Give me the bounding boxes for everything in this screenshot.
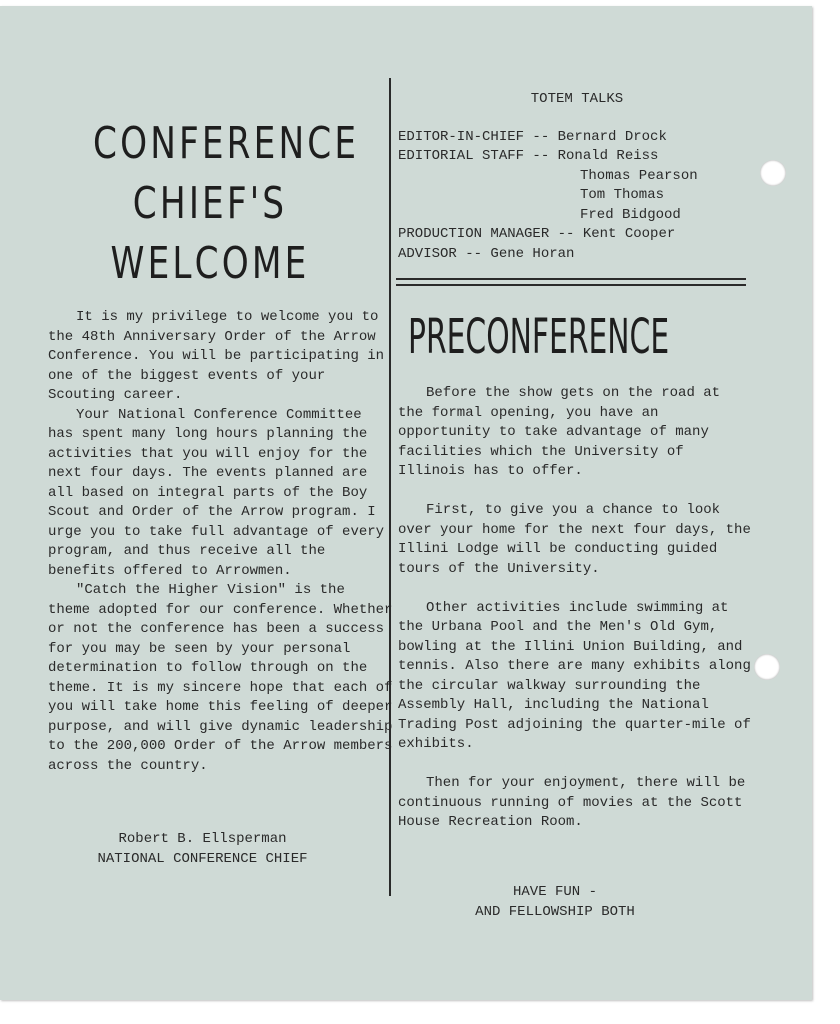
staff-line: Tom Thomas	[580, 187, 665, 203]
welcome-heading-line: WELCOME	[110, 238, 310, 289]
signature-name: Robert B. Ellsperman	[118, 831, 287, 847]
staff-line: PRODUCTION MANAGER -- Kent Cooper	[398, 226, 676, 242]
preconference-paragraph: Before the show gets on the road at the formal opening, you have an opportunity to take advantage of many facilities which the University of Illinois has to offer.	[398, 385, 721, 479]
welcome-body	[48, 308, 393, 776]
welcome-paragraph: Your National Conference Committee has spent many long hours planning the activities that you will enjoy for the next four days. The events planned are all based on integral parts of the Boy Scout and Order of the Arrow program. I urge you to take full advantage of every program, and thus receive all the benefits offered to Arrowmen.	[48, 406, 385, 579]
signoff-line: AND FELLOWSHIP BOTH	[475, 904, 635, 920]
staff-line: Fred Bidgood	[580, 206, 681, 223]
signature-block	[60, 829, 345, 869]
signature-title: NATIONAL CONFERENCE CHIEF	[97, 851, 308, 867]
staff-line: EDITORIAL STAFF -- Ronald Reiss	[398, 148, 659, 164]
preconference-paragraph: Then for your enjoyment, there will be continuous running of movies at the Scott House Recreation Room.	[398, 775, 746, 830]
staff-line: Thomas Pearson	[580, 167, 698, 184]
signoff	[430, 882, 680, 922]
newsletter-page	[0, 6, 812, 1000]
publication-name: TOTEM TALKS	[530, 91, 624, 107]
welcome-heading-line: CONFERENCE	[93, 118, 360, 169]
welcome-heading	[93, 114, 360, 294]
welcome-paragraph: It is my privilege to welcome you to the 48th Anniversary Order of the Arrow Conference. You will be participating in one of the biggest events of your Scouting career.	[48, 309, 385, 403]
preconference-body	[398, 384, 753, 852]
staff-line: EDITOR-IN-CHIEF -- Bernard Drock	[398, 128, 667, 145]
signoff-line: HAVE FUN -	[512, 884, 597, 900]
welcome-heading-line: CHIEF'S	[132, 178, 288, 229]
staff-line: ADVISOR -- Gene Horan	[398, 245, 575, 262]
binder-hole	[754, 654, 780, 680]
preconference-heading: PRECONFERENCE	[408, 309, 670, 365]
preconference-paragraph: First, to give you a chance to look over your home for the next four days, the Illini Lodge will be conducting guided tours of the University.	[398, 502, 751, 577]
binder-hole	[760, 160, 786, 186]
masthead	[398, 90, 748, 264]
preconference-paragraph: Other activities include swimming at the Urbana Pool and the Men's Old Gym, bowling at the Illini Union Building, and tennis. Also there are many exhibits along the circular walkway surrounding the Assembly Hall, including the National Trading Post adjoining the quarter-mile of exhibits.	[398, 599, 751, 752]
section-divider	[396, 278, 746, 286]
welcome-paragraph: "Catch the Higher Vision" is the theme adopted for our conference. Whether or not the conference has been a success for you may be seen by your personal determination to follow through on the theme. It is my sincere hope that each of you will take home this feeling of deeper purpose, and will give dynamic leadership to the 200,000 Order of the Arrow members across the country.	[48, 582, 393, 774]
